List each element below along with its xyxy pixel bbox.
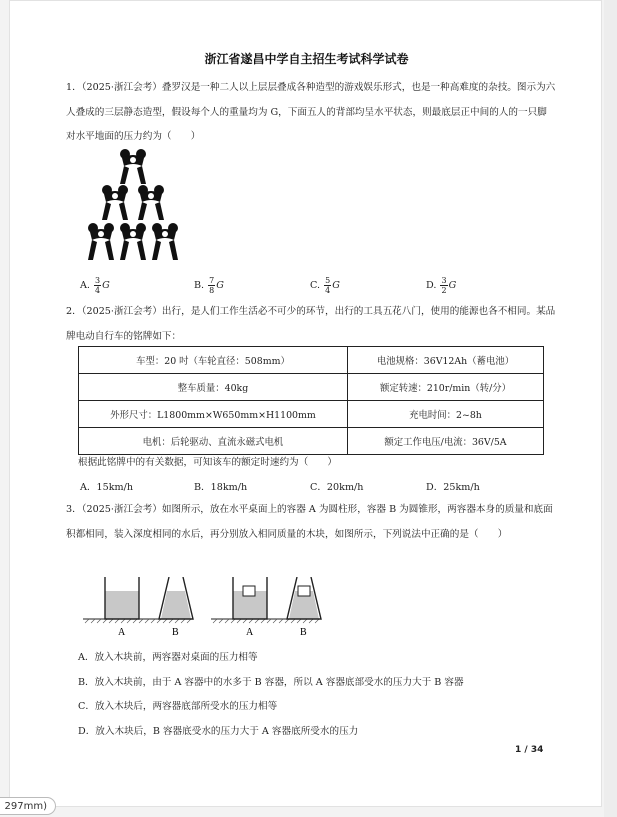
q1-option-c: C. $\frac{5}{4}$ G [310,276,340,295]
table-cell: 整车质量：40kg [79,374,348,401]
question-2-text: 2．（2025·浙江会考）出行，是人们工作生活必不可少的环节，出行的工具五花八门，使用的能源也各不相同。某品牌电动自行车的铭牌如下： [66,306,556,342]
q2-option-a: A．15km/h [80,482,134,493]
table-cell: 电机：后轮驱动、直流永磁式电机 [79,428,348,455]
question-3-text: 3．（2025·浙江会考）如图所示，放在水平桌面上的容器 A 为圆柱形，容器 B 为圆锥形，两容器本身的质量和底面积都相同，装入深度相同的水后，再分别放入相同质量的木块，如图所示，下列说法中正确的是（ ） [66,504,553,540]
label-b-2: B [300,627,307,638]
spec-table [78,346,544,455]
table-row [79,374,544,401]
table-row [79,347,544,374]
q1-option-d: D. $\frac{3}{2}$ G [426,276,457,295]
question-2-prompt: 根据此铭牌中的有关数据，可知该车的额定时速约为（ ） [78,457,338,468]
question-3-options [78,646,568,745]
document-page [9,0,602,807]
page-number: 1 / 34 [515,745,544,755]
question-3 [66,498,556,547]
question-1 [66,76,556,150]
table-cell: 额定转速：210r/min（转/分） [348,374,544,401]
table-cell: 额定工作电压/电流：36V/5A [348,428,544,455]
label-a-2: A [246,627,254,638]
q1-option-a: A. $\frac{3}{4}$ G [80,276,110,295]
q1-option-b: B. $\frac{7}{8}$ G [194,276,224,295]
page-size-indicator[interactable]: 297mm) [0,797,56,815]
paper-title: 浙江省遂昌中学自主招生考试科学试卷 [204,52,409,66]
table-row [79,401,544,428]
table-cell: 车型：20 吋（车轮直径：508mm） [79,347,348,374]
stacked-people-figure [88,146,178,264]
viewer-right-margin [604,0,617,817]
q3-option-c: C．放入木块后，两容器底部所受水的压力相等 [78,701,278,713]
q3-option-a: A．放入木块前，两容器对桌面的压力相等 [78,652,258,663]
q2-option-d: D．25km/h [426,482,480,493]
table-cell: 充电时间：2~8h [348,401,544,428]
q3-option-d: D．放入木块后，B 容器底受水的压力大于 A 容器底所受水的压力 [78,726,359,738]
containers-figure [83,577,323,639]
table-cell: 外形尺寸：L1800mm×W650mm×H1100mm [79,401,348,428]
label-b-1: B [172,627,179,638]
question-2 [66,300,556,349]
question-1-text: 1．（2025·浙江会考）叠罗汉是一种二人以上层层叠成各种造型的游戏娱乐形式，也是一种高难度的杂技。图示为六人叠成的三层静态造型，假设每个人的重量均为 G，下面五人的背部均呈水平状态，则最底层正中间的人的一只脚对水平地面的压力约为（ ） [66,82,556,142]
table-cell: 电池规格：36V12Ah（蓄电池） [348,347,544,374]
q3-option-b: B．放入木块前，由于 A 容器中的水多于 B 容器，所以 A 容器底部受水的压力大于 B 容器 [78,676,464,688]
label-a-1: A [118,627,126,638]
q2-option-c: C．20km/h [310,482,364,493]
q2-option-b: B．18km/h [194,482,248,493]
